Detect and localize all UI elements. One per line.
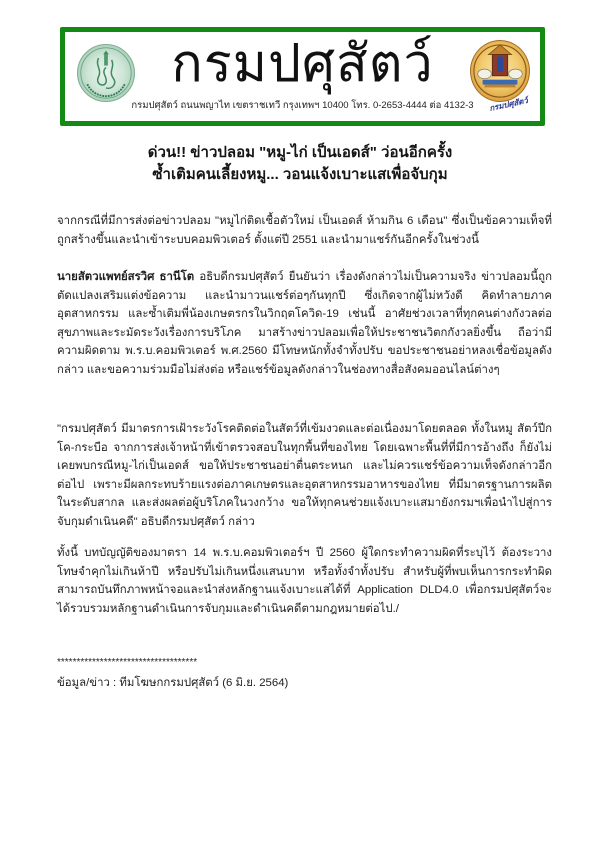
- paragraph-quote: [57, 420, 552, 531]
- paragraph-quote-text: "กรมปศุสัตว์ มีมาตรการเฝ้าระวังโรคติดต่อในสัตว์ที่เข้มงวดและต่อเนื่องมาโดยตลอด ทั้งในหมู สัตว์ปีก โค-กระบือ จากการส่งเจ้าหน้าที่เข้าตรวจสอบในทุกพื้นที่ของไทย โดยเฉพาะพื้นที่ที่มีการอ้างถึง ก็ยังไม่เคยพบกรณีหมู-ไก่เป็นเอดส์ ขอให้ประชาชนอย่าตื่นตระหนก และไม่ควรแชร์ข้อความเท็จดังกล่าวอีกต่อไป เพราะมีผลกระทบร้ายแรงต่อภาคเกษตรและอุตสาหกรรมอาหารของไทย ที่มีมาตรฐานการผลิตในระดับสากล และส่งผลต่อผู้บริโภคในวงกว้าง ขอให้ทุกคนช่วยแจ้งเบาะแสมายังกรมฯเพื่อนำไปสู่การจับกุมดำเนินคดี" อธิบดีกรมปศุสัตว์ กล่าว: [57, 423, 552, 528]
- director-statement-text: อธิบดีกรมปศุสัตว์ ยืนยันว่า เรื่องดังกล่าวไม่เป็นความจริง ข่าวปลอมนี้ถูกตัดแปลงเสริมแต่งข้อความ และนำมาวนแชร์ต่อๆกันทุกปี ซึ่งเกิดจากผู้ไม่หวังดี คิดทำลายภาคอุตสาหกรรม และซ้ำเติมพี่น้องเกษตรกรในวิกฤตโควิด-19 เช่นนี้ อาศัยช่วงเวลาที่ทุกคนต่างกังวลต่อสุขภาพและระมัดระวังเรื่องการบริโภค มาสร้างข่าวปลอมเพื่อให้ประชาชนวิตกกังวลยิ่งขึ้น ถือว่ามีความผิดตาม พ.ร.บ.คอมพิวเตอร์ พ.ศ.2560 มีโทษหนักทั้งจำทั้งปรับ ขอประชาชนอย่าหลงเชื่อข้อมูลดังกล่าว และขอความร่วมมือไม่ส่งต่อ หรือแชร์ข้อมูลดังกล่าวในช่องทางสื่อสังคมออนไลน์ต่างๆ: [57, 271, 552, 376]
- organization-title: กรมปศุสัตว์: [171, 35, 434, 93]
- paragraph-intro: [57, 212, 552, 249]
- director-name: นายสัตวแพทย์สรวิศ ธานีโต: [57, 271, 195, 283]
- livestock-seal-graphic: [471, 41, 529, 101]
- separator-line: ************************************: [57, 657, 198, 668]
- paragraph-intro-text: จากกรณีที่มีการส่งต่อข่าวปลอม "หมูไก่ติดเชื้อตัวใหม่ เป็นเอดส์ ห้ามกิน 6 เดือน" ซึ่งเป็นข้อความเท็จที่ถูกสร้างขึ้นและนำเข้าระบบคอมพิวเตอร์ ตั้งแต่ปี 2551 และนำมาแชร์กันอีกครั้งในช่วงนี้: [57, 215, 552, 246]
- headline-line-1: ด่วน!! ข่าวปลอม "หมู-ไก่ เป็นเอดส์" ว่อนอีกครั้ง: [147, 144, 453, 161]
- headline-line-2: ซ้ำเติมคนเลี้ยงหมู... วอนแจ้งเบาะแสเพื่อจับกุม: [152, 166, 448, 183]
- letterhead-banner: [60, 27, 545, 126]
- paragraph-legal-text: ทั้งนี้ บทบัญญัติของมาตรา 14 พ.ร.บ.คอมพิวเตอร์ฯ ปี 2560 ผู้ใดกระทำความผิดที่ระบุไว้ ต้องระวางโทษจำคุกไม่เกินห้าปี หรือปรับไม่เกินหนึ่งแสนบาท หรือทั้งจำทั้งปรับ สำหรับผู้ที่พบเห็นการกระทำผิด สามารถบันทึกภาพหน้าจอและนำส่งหลักฐานแจ้งเบาะแสได้ที่ Application DLD4.0 เพื่อกรมปศุสัตว์จะได้รวบรวมหลักฐานดำเนินการจับกุมและดำเนินคดีตามกฎหมายต่อไป./: [57, 547, 552, 615]
- news-headline: [0, 142, 600, 186]
- livestock-seal-caption: กรมปศุสัตว์: [488, 96, 529, 113]
- organization-address: กรมปศุสัตว์ ถนนพญาไท เขตราชเทวี กรุงเทพฯ 10400 โทร. 0-2653-4444 ต่อ 4132-3: [131, 100, 474, 111]
- paragraph-director-statement: [57, 268, 552, 379]
- paragraph-director-text: [57, 268, 552, 379]
- paragraph-legal: [57, 544, 552, 618]
- livestock-department-seal-icon: [470, 40, 530, 102]
- news-source: ข้อมูล/ข่าว : ทีมโฆษกกรมปศุสัตว์ (6 มิ.ย. 2564): [57, 677, 289, 689]
